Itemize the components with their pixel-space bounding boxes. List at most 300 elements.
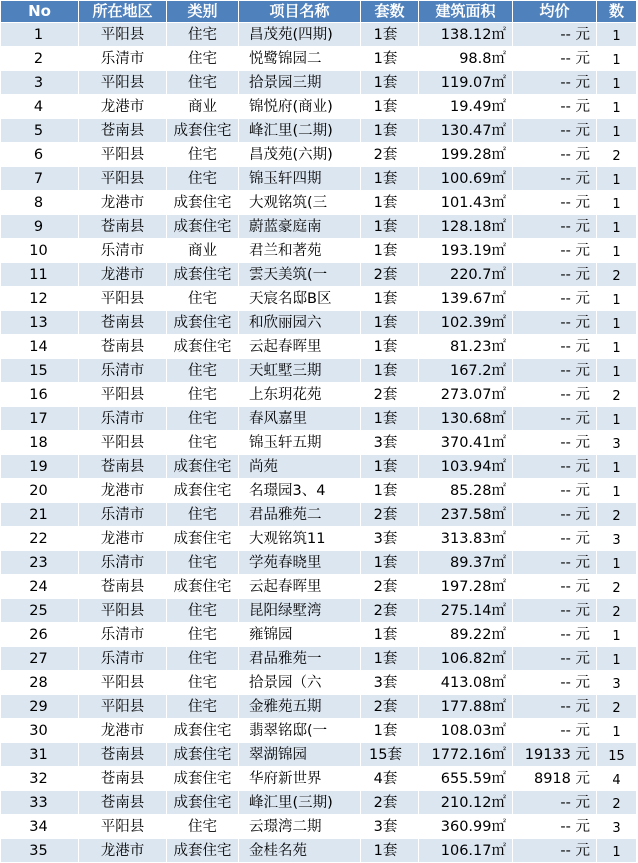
cell-area[interactable]: 167.2㎡ — [419, 359, 513, 383]
cell-area[interactable]: 103.94㎡ — [419, 455, 513, 479]
cell-name[interactable]: 雍锦园 — [239, 623, 361, 647]
header-count[interactable]: 数 — [597, 1, 637, 23]
cell-units[interactable]: 1套 — [361, 239, 419, 263]
cell-area[interactable]: 197.28㎡ — [419, 575, 513, 599]
cell-units[interactable]: 1套 — [361, 311, 419, 335]
cell-units[interactable]: 1套 — [361, 407, 419, 431]
table-row — [1, 647, 637, 671]
cell-name[interactable]: 学苑春晓里 — [239, 551, 361, 575]
cell-name[interactable]: 昌茂苑(四期) — [239, 23, 361, 47]
cell-region[interactable]: 龙港市 — [79, 839, 167, 863]
cell-units[interactable]: 1套 — [361, 839, 419, 863]
cell-name[interactable]: 华府新世界 — [239, 767, 361, 791]
cell-count[interactable]: 1 — [597, 479, 637, 503]
cell-no[interactable]: 16 — [1, 383, 79, 407]
cell-count[interactable]: 3 — [597, 431, 637, 455]
cell-no[interactable]: 5 — [1, 119, 79, 143]
table-row — [1, 839, 637, 863]
cell-name[interactable]: 锦玉轩四期 — [239, 167, 361, 191]
cell-area[interactable]: 119.07㎡ — [419, 71, 513, 95]
header-no[interactable]: No — [1, 1, 79, 23]
cell-units[interactable]: 1套 — [361, 719, 419, 743]
cell-name[interactable]: 昆阳绿墅湾 — [239, 599, 361, 623]
cell-name[interactable]: 天宸名邸B区 — [239, 287, 361, 311]
cell-region[interactable]: 龙港市 — [79, 719, 167, 743]
cell-no[interactable]: 13 — [1, 311, 79, 335]
cell-region[interactable]: 平阳县 — [79, 695, 167, 719]
cell-no[interactable]: 34 — [1, 815, 79, 839]
cell-units[interactable]: 2套 — [361, 263, 419, 287]
cell-name[interactable]: 云起春晖里 — [239, 335, 361, 359]
cell-category[interactable]: 住宅 — [167, 671, 239, 695]
cell-category[interactable]: 住宅 — [167, 23, 239, 47]
cell-area[interactable]: 275.14㎡ — [419, 599, 513, 623]
cell-category[interactable]: 住宅 — [167, 143, 239, 167]
cell-category[interactable]: 住宅 — [167, 815, 239, 839]
table-row — [1, 575, 637, 599]
cell-price[interactable]: -- 元 — [513, 815, 597, 839]
cell-category[interactable]: 成套住宅 — [167, 263, 239, 287]
cell-units[interactable]: 1套 — [361, 95, 419, 119]
cell-no[interactable]: 33 — [1, 791, 79, 815]
cell-units[interactable]: 1套 — [361, 47, 419, 71]
cell-area[interactable]: 100.69㎡ — [419, 167, 513, 191]
cell-category[interactable]: 住宅 — [167, 647, 239, 671]
cell-count[interactable]: 1 — [597, 551, 637, 575]
cell-price[interactable]: -- 元 — [513, 143, 597, 167]
cell-units[interactable]: 1套 — [361, 191, 419, 215]
cell-region[interactable]: 苍南县 — [79, 335, 167, 359]
cell-no[interactable]: 25 — [1, 599, 79, 623]
cell-count[interactable]: 3 — [597, 815, 637, 839]
cell-units[interactable]: 1套 — [361, 71, 419, 95]
header-region[interactable]: 所在地区 — [79, 1, 167, 23]
cell-no[interactable]: 18 — [1, 431, 79, 455]
cell-no[interactable]: 1 — [1, 23, 79, 47]
cell-units[interactable]: 1套 — [361, 551, 419, 575]
cell-category[interactable]: 成套住宅 — [167, 767, 239, 791]
cell-no[interactable]: 28 — [1, 671, 79, 695]
cell-no[interactable]: 2 — [1, 47, 79, 71]
cell-units[interactable]: 1套 — [361, 479, 419, 503]
cell-no[interactable]: 29 — [1, 695, 79, 719]
cell-region[interactable]: 乐清市 — [79, 359, 167, 383]
cell-category[interactable]: 成套住宅 — [167, 191, 239, 215]
table-row — [1, 431, 637, 455]
cell-units[interactable]: 4套 — [361, 767, 419, 791]
cell-units[interactable]: 1套 — [361, 287, 419, 311]
cell-count[interactable]: 2 — [597, 383, 637, 407]
cell-region[interactable]: 龙港市 — [79, 527, 167, 551]
cell-region[interactable]: 苍南县 — [79, 767, 167, 791]
cell-no[interactable]: 15 — [1, 359, 79, 383]
cell-count[interactable]: 2 — [597, 791, 637, 815]
cell-price[interactable]: -- 元 — [513, 383, 597, 407]
cell-count[interactable]: 2 — [597, 575, 637, 599]
cell-category[interactable]: 住宅 — [167, 695, 239, 719]
header-floor-area[interactable]: 建筑面积 — [419, 1, 513, 23]
cell-area[interactable]: 106.17㎡ — [419, 839, 513, 863]
cell-region[interactable]: 苍南县 — [79, 791, 167, 815]
cell-region[interactable]: 乐清市 — [79, 551, 167, 575]
cell-category[interactable]: 成套住宅 — [167, 791, 239, 815]
cell-area[interactable]: 89.22㎡ — [419, 623, 513, 647]
cell-name[interactable]: 君兰和著苑 — [239, 239, 361, 263]
cell-units[interactable]: 1套 — [361, 335, 419, 359]
cell-count[interactable]: 1 — [597, 839, 637, 863]
header-category[interactable]: 类别 — [167, 1, 239, 23]
cell-category[interactable]: 住宅 — [167, 383, 239, 407]
cell-price[interactable]: -- 元 — [513, 575, 597, 599]
cell-units[interactable]: 3套 — [361, 431, 419, 455]
cell-price[interactable]: -- 元 — [513, 407, 597, 431]
cell-area[interactable]: 81.23㎡ — [419, 335, 513, 359]
cell-region[interactable]: 乐清市 — [79, 47, 167, 71]
cell-units[interactable]: 3套 — [361, 671, 419, 695]
cell-count[interactable]: 1 — [597, 239, 637, 263]
cell-count[interactable]: 1 — [597, 167, 637, 191]
cell-no[interactable]: 31 — [1, 743, 79, 767]
cell-no[interactable]: 9 — [1, 215, 79, 239]
cell-region[interactable]: 平阳县 — [79, 143, 167, 167]
cell-price[interactable]: -- 元 — [513, 503, 597, 527]
cell-category[interactable]: 住宅 — [167, 359, 239, 383]
cell-no[interactable]: 20 — [1, 479, 79, 503]
cell-no[interactable]: 27 — [1, 647, 79, 671]
cell-name[interactable]: 尚苑 — [239, 455, 361, 479]
cell-no[interactable]: 17 — [1, 407, 79, 431]
cell-no[interactable]: 7 — [1, 167, 79, 191]
cell-name[interactable]: 峰汇里(三期) — [239, 791, 361, 815]
cell-area[interactable]: 199.28㎡ — [419, 143, 513, 167]
cell-price[interactable]: 19133 元 — [513, 743, 597, 767]
cell-category[interactable]: 住宅 — [167, 71, 239, 95]
table-row — [1, 503, 637, 527]
cell-units[interactable]: 1套 — [361, 455, 419, 479]
cell-units[interactable]: 1套 — [361, 215, 419, 239]
cell-area[interactable]: 130.47㎡ — [419, 119, 513, 143]
cell-price[interactable]: -- 元 — [513, 335, 597, 359]
cell-name[interactable]: 翠湖锦园 — [239, 743, 361, 767]
cell-count[interactable]: 3 — [597, 671, 637, 695]
cell-count[interactable]: 1 — [597, 335, 637, 359]
cell-price[interactable]: -- 元 — [513, 479, 597, 503]
cell-price[interactable]: 8918 元 — [513, 767, 597, 791]
header-project-name[interactable]: 项目名称 — [239, 1, 361, 23]
cell-area[interactable]: 220.7㎡ — [419, 263, 513, 287]
table-row — [1, 191, 637, 215]
cell-name[interactable]: 锦悦府(商业) — [239, 95, 361, 119]
cell-no[interactable]: 11 — [1, 263, 79, 287]
cell-units[interactable]: 1套 — [361, 119, 419, 143]
cell-name[interactable]: 悦鹭锦园二 — [239, 47, 361, 71]
cell-area[interactable]: 89.37㎡ — [419, 551, 513, 575]
cell-region[interactable]: 龙港市 — [79, 263, 167, 287]
cell-area[interactable]: 138.12㎡ — [419, 23, 513, 47]
cell-price[interactable]: -- 元 — [513, 551, 597, 575]
cell-region[interactable]: 平阳县 — [79, 599, 167, 623]
cell-count[interactable]: 1 — [597, 359, 637, 383]
cell-name[interactable]: 春风嘉里 — [239, 407, 361, 431]
cell-region[interactable]: 乐清市 — [79, 407, 167, 431]
cell-no[interactable]: 24 — [1, 575, 79, 599]
cell-units[interactable]: 3套 — [361, 815, 419, 839]
cell-category[interactable]: 成套住宅 — [167, 743, 239, 767]
cell-name[interactable]: 锦玉轩五期 — [239, 431, 361, 455]
cell-price[interactable]: -- 元 — [513, 119, 597, 143]
cell-count[interactable]: 15 — [597, 743, 637, 767]
cell-region[interactable]: 乐清市 — [79, 239, 167, 263]
cell-units[interactable]: 2套 — [361, 695, 419, 719]
cell-units[interactable]: 2套 — [361, 599, 419, 623]
cell-region[interactable]: 龙港市 — [79, 95, 167, 119]
cell-name[interactable]: 君品雅苑二 — [239, 503, 361, 527]
cell-units[interactable]: 2套 — [361, 791, 419, 815]
cell-area[interactable]: 19.49㎡ — [419, 95, 513, 119]
cell-region[interactable]: 平阳县 — [79, 671, 167, 695]
cell-no[interactable]: 23 — [1, 551, 79, 575]
cell-price[interactable]: -- 元 — [513, 527, 597, 551]
cell-no[interactable]: 21 — [1, 503, 79, 527]
cell-area[interactable]: 360.99㎡ — [419, 815, 513, 839]
cell-name[interactable]: 雲天美筑(一 — [239, 263, 361, 287]
cell-region[interactable]: 苍南县 — [79, 743, 167, 767]
cell-price[interactable]: -- 元 — [513, 215, 597, 239]
header-avg-price[interactable]: 均价 — [513, 1, 597, 23]
cell-count[interactable]: 1 — [597, 191, 637, 215]
cell-count[interactable]: 2 — [597, 599, 637, 623]
cell-area[interactable]: 1772.16㎡ — [419, 743, 513, 767]
cell-category[interactable]: 成套住宅 — [167, 839, 239, 863]
cell-category[interactable]: 住宅 — [167, 503, 239, 527]
cell-name[interactable]: 翡翠铭邸(一 — [239, 719, 361, 743]
cell-region[interactable]: 平阳县 — [79, 167, 167, 191]
cell-region[interactable]: 平阳县 — [79, 71, 167, 95]
cell-price[interactable]: -- 元 — [513, 671, 597, 695]
cell-no[interactable]: 12 — [1, 287, 79, 311]
table-row — [1, 599, 637, 623]
cell-name[interactable]: 金雅苑五期 — [239, 695, 361, 719]
cell-no[interactable]: 32 — [1, 767, 79, 791]
cell-name[interactable]: 大观铭筑11 — [239, 527, 361, 551]
cell-category[interactable]: 成套住宅 — [167, 119, 239, 143]
cell-units[interactable]: 2套 — [361, 383, 419, 407]
cell-count[interactable]: 1 — [597, 719, 637, 743]
cell-no[interactable]: 35 — [1, 839, 79, 863]
cell-price[interactable]: -- 元 — [513, 431, 597, 455]
cell-price[interactable]: -- 元 — [513, 311, 597, 335]
cell-name[interactable]: 云起春晖里 — [239, 575, 361, 599]
cell-region[interactable]: 平阳县 — [79, 287, 167, 311]
cell-price[interactable]: -- 元 — [513, 791, 597, 815]
cell-area[interactable]: 193.19㎡ — [419, 239, 513, 263]
cell-name[interactable]: 金桂名苑 — [239, 839, 361, 863]
table-row — [1, 47, 637, 71]
cell-region[interactable]: 苍南县 — [79, 215, 167, 239]
cell-price[interactable]: -- 元 — [513, 191, 597, 215]
cell-area[interactable]: 177.88㎡ — [419, 695, 513, 719]
cell-category[interactable]: 成套住宅 — [167, 479, 239, 503]
cell-area[interactable]: 101.43㎡ — [419, 191, 513, 215]
cell-category[interactable]: 住宅 — [167, 47, 239, 71]
cell-count[interactable]: 1 — [597, 47, 637, 71]
cell-category[interactable]: 住宅 — [167, 623, 239, 647]
cell-name[interactable]: 拾景园三期 — [239, 71, 361, 95]
cell-region[interactable]: 龙港市 — [79, 191, 167, 215]
cell-region[interactable]: 苍南县 — [79, 119, 167, 143]
cell-units[interactable]: 2套 — [361, 575, 419, 599]
cell-no[interactable]: 26 — [1, 623, 79, 647]
cell-area[interactable]: 655.59㎡ — [419, 767, 513, 791]
cell-area[interactable]: 108.03㎡ — [419, 719, 513, 743]
cell-units[interactable]: 1套 — [361, 623, 419, 647]
cell-region[interactable]: 平阳县 — [79, 431, 167, 455]
cell-area[interactable]: 139.67㎡ — [419, 287, 513, 311]
cell-price[interactable]: -- 元 — [513, 23, 597, 47]
cell-category[interactable]: 住宅 — [167, 167, 239, 191]
cell-region[interactable]: 苍南县 — [79, 311, 167, 335]
cell-name[interactable]: 名璟园3、4 — [239, 479, 361, 503]
cell-category[interactable]: 成套住宅 — [167, 575, 239, 599]
cell-price[interactable]: -- 元 — [513, 599, 597, 623]
cell-name[interactable]: 和欣丽园六 — [239, 311, 361, 335]
cell-count[interactable]: 1 — [597, 215, 637, 239]
cell-count[interactable]: 1 — [597, 407, 637, 431]
cell-count[interactable]: 1 — [597, 287, 637, 311]
cell-no[interactable]: 30 — [1, 719, 79, 743]
cell-area[interactable]: 85.28㎡ — [419, 479, 513, 503]
cell-category[interactable]: 住宅 — [167, 407, 239, 431]
cell-area[interactable]: 130.68㎡ — [419, 407, 513, 431]
cell-category[interactable]: 成套住宅 — [167, 311, 239, 335]
cell-area[interactable]: 106.82㎡ — [419, 647, 513, 671]
cell-count[interactable]: 1 — [597, 455, 637, 479]
cell-count[interactable]: 4 — [597, 767, 637, 791]
cell-region[interactable]: 平阳县 — [79, 815, 167, 839]
cell-count[interactable]: 1 — [597, 71, 637, 95]
header-units[interactable]: 套数 — [361, 1, 419, 23]
cell-count[interactable]: 2 — [597, 503, 637, 527]
table-row — [1, 551, 637, 575]
cell-name[interactable]: 大观铭筑(三 — [239, 191, 361, 215]
cell-count[interactable]: 1 — [597, 119, 637, 143]
cell-price[interactable]: -- 元 — [513, 455, 597, 479]
cell-area[interactable]: 413.08㎡ — [419, 671, 513, 695]
cell-area[interactable]: 370.41㎡ — [419, 431, 513, 455]
cell-price[interactable]: -- 元 — [513, 695, 597, 719]
cell-area[interactable]: 98.8㎡ — [419, 47, 513, 71]
cell-units[interactable]: 15套 — [361, 743, 419, 767]
cell-units[interactable]: 2套 — [361, 503, 419, 527]
cell-region[interactable]: 苍南县 — [79, 575, 167, 599]
cell-units[interactable]: 1套 — [361, 647, 419, 671]
cell-units[interactable]: 1套 — [361, 23, 419, 47]
cell-region[interactable]: 平阳县 — [79, 383, 167, 407]
table-row — [1, 359, 637, 383]
cell-name[interactable]: 峰汇里(二期) — [239, 119, 361, 143]
cell-price[interactable]: -- 元 — [513, 623, 597, 647]
cell-category[interactable]: 成套住宅 — [167, 335, 239, 359]
cell-price[interactable]: -- 元 — [513, 719, 597, 743]
cell-name[interactable]: 云璟湾二期 — [239, 815, 361, 839]
cell-count[interactable]: 1 — [597, 95, 637, 119]
cell-count[interactable]: 1 — [597, 23, 637, 47]
cell-count[interactable]: 1 — [597, 311, 637, 335]
cell-units[interactable]: 1套 — [361, 359, 419, 383]
cell-units[interactable]: 2套 — [361, 143, 419, 167]
cell-region[interactable]: 苍南县 — [79, 455, 167, 479]
cell-price[interactable]: -- 元 — [513, 359, 597, 383]
cell-no[interactable]: 14 — [1, 335, 79, 359]
cell-region[interactable]: 乐清市 — [79, 503, 167, 527]
cell-no[interactable]: 6 — [1, 143, 79, 167]
cell-price[interactable]: -- 元 — [513, 839, 597, 863]
cell-area[interactable]: 210.12㎡ — [419, 791, 513, 815]
cell-name[interactable]: 上东玥花苑 — [239, 383, 361, 407]
table-row — [1, 95, 637, 119]
cell-category[interactable]: 成套住宅 — [167, 719, 239, 743]
cell-price[interactable]: -- 元 — [513, 647, 597, 671]
cell-price[interactable]: -- 元 — [513, 263, 597, 287]
cell-no[interactable]: 4 — [1, 95, 79, 119]
cell-name[interactable]: 蔚蓝豪庭南 — [239, 215, 361, 239]
cell-category[interactable]: 成套住宅 — [167, 455, 239, 479]
cell-no[interactable]: 10 — [1, 239, 79, 263]
cell-name[interactable]: 天虹墅三期 — [239, 359, 361, 383]
cell-count[interactable]: 3 — [597, 527, 637, 551]
cell-count[interactable]: 2 — [597, 263, 637, 287]
cell-area[interactable]: 313.83㎡ — [419, 527, 513, 551]
cell-units[interactable]: 3套 — [361, 527, 419, 551]
cell-area[interactable]: 102.39㎡ — [419, 311, 513, 335]
cell-count[interactable]: 2 — [597, 695, 637, 719]
cell-region[interactable]: 龙港市 — [79, 479, 167, 503]
cell-region[interactable]: 乐清市 — [79, 623, 167, 647]
cell-price[interactable]: -- 元 — [513, 95, 597, 119]
cell-category[interactable]: 成套住宅 — [167, 527, 239, 551]
cell-price[interactable]: -- 元 — [513, 71, 597, 95]
cell-count[interactable]: 2 — [597, 143, 637, 167]
cell-name[interactable]: 君品雅苑一 — [239, 647, 361, 671]
cell-category[interactable]: 住宅 — [167, 599, 239, 623]
cell-price[interactable]: -- 元 — [513, 167, 597, 191]
cell-price[interactable]: -- 元 — [513, 47, 597, 71]
cell-price[interactable]: -- 元 — [513, 239, 597, 263]
cell-area[interactable]: 237.58㎡ — [419, 503, 513, 527]
cell-count[interactable]: 1 — [597, 623, 637, 647]
cell-units[interactable]: 1套 — [361, 167, 419, 191]
cell-category[interactable]: 商业 — [167, 95, 239, 119]
cell-no[interactable]: 3 — [1, 71, 79, 95]
cell-region[interactable]: 平阳县 — [79, 23, 167, 47]
table-row — [1, 671, 637, 695]
cell-no[interactable]: 19 — [1, 455, 79, 479]
cell-count[interactable]: 1 — [597, 647, 637, 671]
cell-category[interactable]: 住宅 — [167, 431, 239, 455]
cell-no[interactable]: 8 — [1, 191, 79, 215]
cell-category[interactable]: 住宅 — [167, 551, 239, 575]
cell-area[interactable]: 273.07㎡ — [419, 383, 513, 407]
cell-name[interactable]: 拾景园（六 — [239, 671, 361, 695]
cell-no[interactable]: 22 — [1, 527, 79, 551]
cell-category[interactable]: 住宅 — [167, 287, 239, 311]
cell-price[interactable]: -- 元 — [513, 287, 597, 311]
cell-category[interactable]: 商业 — [167, 239, 239, 263]
cell-area[interactable]: 128.18㎡ — [419, 215, 513, 239]
cell-name[interactable]: 昌茂苑(六期) — [239, 143, 361, 167]
cell-region[interactable]: 乐清市 — [79, 647, 167, 671]
cell-category[interactable]: 成套住宅 — [167, 215, 239, 239]
